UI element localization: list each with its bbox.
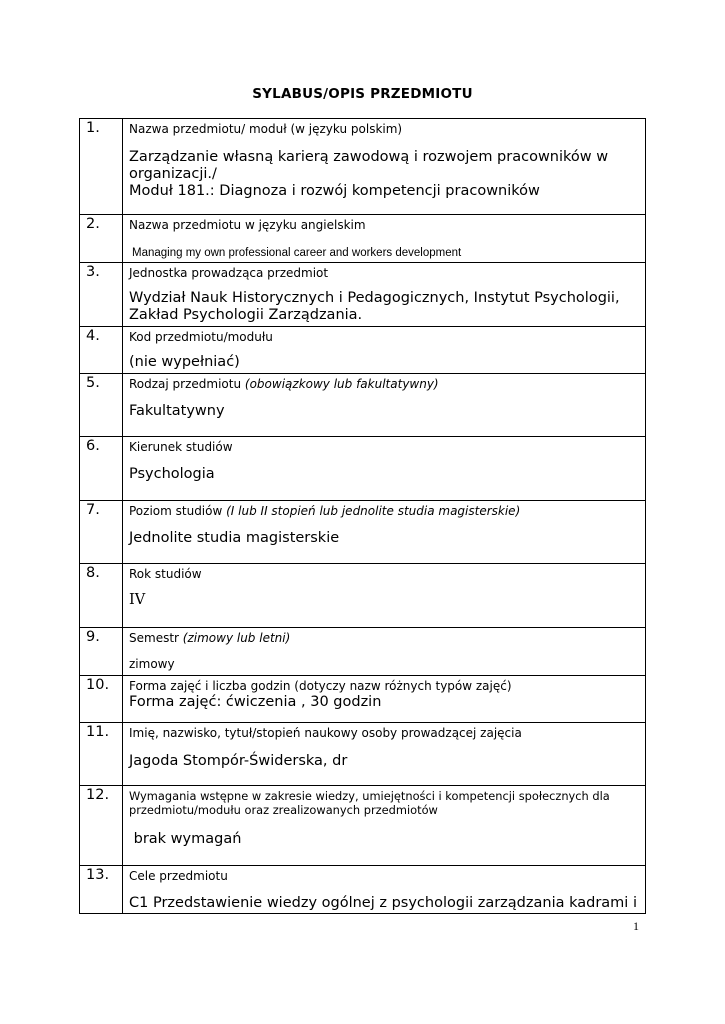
label-hint: (zimowy lub letni) [182, 631, 291, 645]
row-label: Forma zajęć i liczba godzin (dotyczy nazw różnych typów zajęć) [129, 679, 512, 693]
row-number: 10. [80, 676, 123, 723]
row-label [129, 504, 641, 518]
row-label [129, 631, 641, 645]
row-value: brak wymagań [129, 831, 242, 847]
row-value: Forma zajęć: ćwiczenia , 30 godzin [129, 694, 382, 710]
row-label: Wymagania wstępne w zakresie wiedzy, umiejętności i kompetencji społecznych dla przedmiotu/modułu oraz zrealizowanych przedmiotów [129, 789, 610, 817]
row-number: 1. [80, 119, 123, 215]
row-number: 7. [80, 501, 123, 564]
row-number: 2. [80, 215, 123, 263]
row-label: Jednostka prowadząca przedmiot [129, 266, 329, 280]
table-row [80, 263, 646, 327]
row-content [123, 564, 646, 628]
row-number: 6. [80, 437, 123, 501]
row-value: Managing my own professional career and workers development [132, 247, 462, 259]
table-row [80, 327, 646, 374]
row-label: Imię, nazwisko, tytuł/stopień naukowy osoby prowadzącej zajęcia [129, 726, 522, 740]
page-number: 1 [633, 919, 639, 933]
row-number: 8. [80, 564, 123, 628]
label-text: Poziom studiów [129, 504, 227, 518]
row-content [123, 786, 646, 866]
row-content [123, 723, 646, 786]
value-line: Wydział Nauk Historycznych i Pedagogicznych, Instytut Psychologii, [129, 290, 620, 306]
row-content [123, 263, 646, 327]
value-line: Zarządzanie własną karierą zawodową i rozwojem pracowników w [129, 149, 609, 165]
row-label [129, 377, 641, 391]
table-row [80, 374, 646, 437]
row-content [123, 628, 646, 676]
label-text: Rodzaj przedmiotu [129, 377, 245, 391]
table-row [80, 676, 646, 723]
row-value: Jednolite studia magisterskie [129, 530, 340, 546]
row-value [129, 149, 641, 200]
table-row [80, 723, 646, 786]
syllabus-table [79, 118, 646, 914]
row-content [123, 215, 646, 263]
label-text: Semestr [129, 631, 183, 645]
label-hint: (obowiązkowy lub fakultatywny) [244, 377, 439, 391]
table-row [80, 628, 646, 676]
value-line: Zakład Psychologii Zarządzania. [129, 307, 363, 323]
row-content [123, 676, 646, 723]
row-value: Jagoda Stompór-Świderska, dr [129, 753, 348, 769]
row-number: 3. [80, 263, 123, 327]
row-value [129, 290, 641, 324]
table-row [80, 786, 646, 866]
document-title: SYLABUS/OPIS PRZEDMIOTU [252, 86, 473, 102]
value-line: organizacji./ [129, 166, 217, 182]
row-content [123, 374, 646, 437]
row-value: C1 Przedstawienie wiedzy ogólnej z psychologii zarządzania kadrami i [129, 895, 637, 911]
table-row [80, 215, 646, 263]
row-content [123, 119, 646, 215]
row-content [123, 866, 646, 914]
row-number: 12. [80, 786, 123, 866]
row-value: (nie wypełniać) [129, 354, 240, 370]
row-number: 13. [80, 866, 123, 914]
table-row [80, 866, 646, 914]
row-number: 11. [80, 723, 123, 786]
row-label: Kierunek studiów [129, 440, 233, 454]
row-number: 5. [80, 374, 123, 437]
table-row [80, 564, 646, 628]
row-value: zimowy [129, 657, 175, 671]
row-value: Fakultatywny [129, 403, 225, 419]
row-number: 9. [80, 628, 123, 676]
table-row [80, 437, 646, 501]
row-value: IV [129, 592, 146, 608]
row-content [123, 501, 646, 564]
row-label: Nazwa przedmiotu/ moduł (w języku polskim) [129, 122, 403, 136]
row-content [123, 437, 646, 501]
row-label: Rok studiów [129, 567, 202, 581]
row-content [123, 327, 646, 374]
row-value: Psychologia [129, 466, 215, 482]
table-row [80, 119, 646, 215]
row-number: 4. [80, 327, 123, 374]
table-row [80, 501, 646, 564]
label-hint: (I lub II stopień lub jednolite studia magisterskie) [226, 504, 521, 518]
row-label: Cele przedmiotu [129, 869, 228, 883]
row-label: Kod przedmiotu/modułu [129, 330, 273, 344]
row-label: Nazwa przedmiotu w języku angielskim [129, 218, 366, 232]
value-line: Moduł 181.: Diagnoza i rozwój kompetencji pracowników [129, 183, 540, 199]
